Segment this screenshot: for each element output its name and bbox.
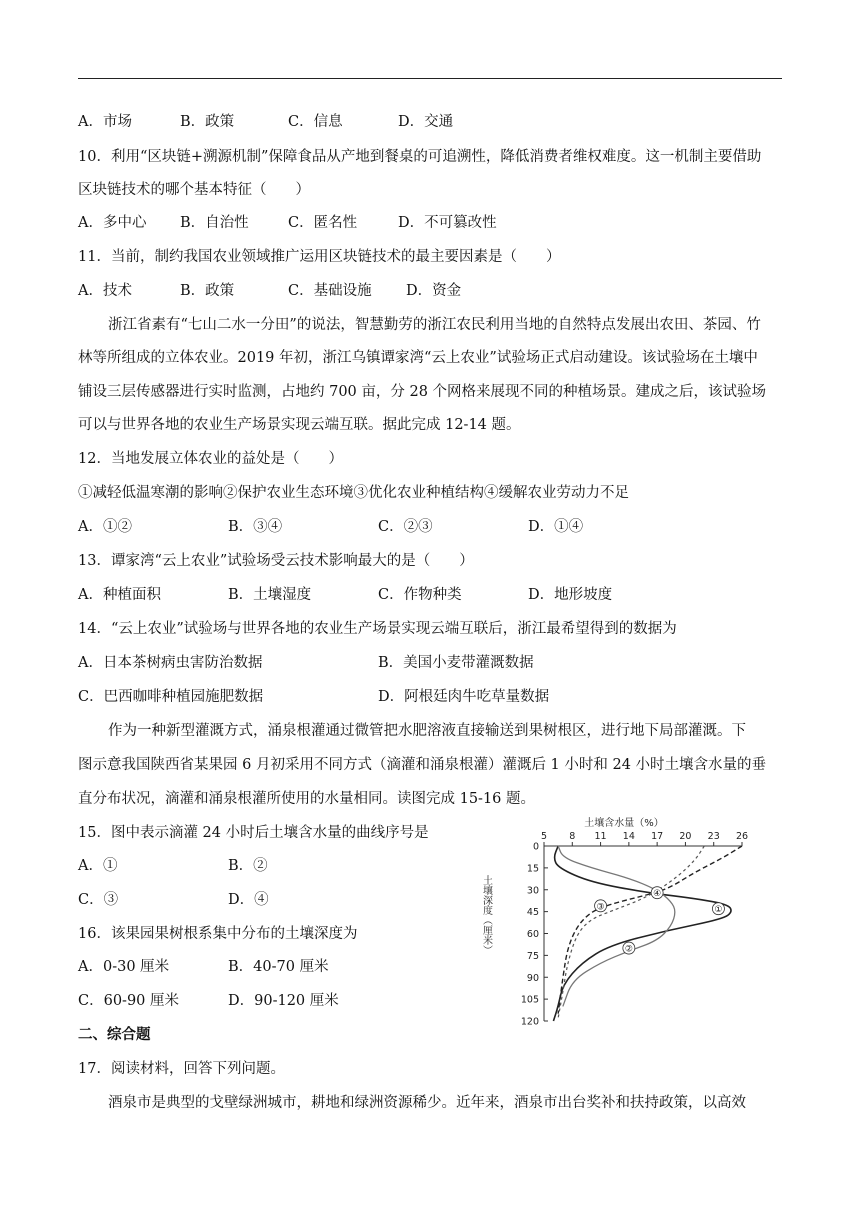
soil-moisture-chart — [474, 815, 754, 1030]
q11-option-d: D．资金 — [406, 283, 462, 299]
header-rule — [78, 78, 782, 79]
q10-stem-line1: 10．利用“区块链+溯源机制”保障食品从产地到餐桌的可追溯性，降低消费者维权难度。这一机制主要借助 — [78, 149, 762, 165]
y-tick-label: 60 — [526, 929, 539, 940]
passage2-line1: 作为一种新型灌溉方式，涌泉根灌通过微管把水肥溶液直接输送到果树根区，进行地下局部灌溉。下 — [108, 723, 746, 739]
q16-stem: 16．该果园果树根系集中分布的土壤深度为 — [78, 926, 358, 942]
q14-stem: 14．“云上农业”试验场与世界各地的农业生产场景实现云端互联后，浙江最希望得到的数据为 — [78, 621, 677, 637]
q16-option-d: D．90-120 厘米 — [228, 993, 339, 1009]
series-line-1 — [553, 846, 731, 1021]
x-tick-label: 20 — [679, 831, 692, 842]
q10-stem-line2: 区块链技术的哪个基本特征（ ） — [78, 182, 310, 198]
q9-option-d: D．交通 — [398, 114, 454, 130]
y-tick-label: 30 — [526, 885, 539, 897]
q13-stem: 13．谭家湾“云上农业”试验场受云技术影响最大的是（ ） — [78, 553, 474, 569]
q16-option-c: C．60-90 厘米 — [78, 993, 180, 1009]
q15-option-d: D．④ — [228, 892, 269, 908]
q9-option-b: B．政策 — [180, 114, 235, 130]
series-label-1: ① — [714, 905, 723, 916]
chart-series-group — [553, 846, 742, 1021]
q15-option-c: C．③ — [78, 892, 119, 908]
chart-title: 土壤含水量（%） — [584, 818, 664, 829]
q11-option-c: C．基础设施 — [288, 283, 372, 299]
q12-stem: 12．当地发展立体农业的益处是（ ） — [78, 451, 343, 467]
q16-option-b: B．40-70 厘米 — [228, 959, 329, 975]
q10-option-a: A．多中心 — [78, 215, 147, 231]
y-tick-label: 75 — [526, 950, 539, 962]
q11-option-a: A．技术 — [78, 283, 132, 299]
q17-passage: 酒泉市是典型的戈壁绿洲城市，耕地和绿洲资源稀少。近年来，酒泉市出台奖补和扶持政策，以高效 — [108, 1095, 746, 1111]
x-tick-label: 11 — [594, 831, 607, 842]
q14-option-b: B．美国小麦带灌溉数据 — [378, 655, 534, 671]
y-tick-label: 105 — [520, 994, 539, 1006]
x-tick-label: 17 — [651, 831, 664, 842]
x-tick-label: 5 — [540, 831, 548, 842]
x-tick-label: 26 — [735, 831, 749, 842]
series-line-2 — [558, 846, 675, 1006]
series-line-4 — [558, 846, 704, 1018]
y-tick-label: 90 — [526, 972, 539, 984]
x-tick-label: 23 — [707, 831, 720, 842]
q12-option-a: A．①② — [78, 519, 132, 535]
y-tick-label: 15 — [526, 863, 539, 875]
q11-stem: 11．当前，制约我国农业领域推广运用区块链技术的最主要因素是（ ） — [78, 249, 561, 265]
y-tick-label: 120 — [520, 1016, 539, 1028]
passage1-line1: 浙江省素有“七山二水一分田”的说法，智慧勤劳的浙江农民利用当地的自然特点发展出农田、茶园、竹 — [108, 317, 761, 333]
q14-option-d: D．阿根廷肉牛吃草量数据 — [378, 689, 550, 705]
q12-option-b: B．③④ — [228, 519, 283, 535]
passage2-line2: 图示意我国陕西省某果园 6 月初采用不同方式（滴灌和涌泉根灌）灌溉后 1 小时和 24 小时土壤含水量的垂 — [78, 757, 767, 773]
chart-ylabel: 土壤深度（厘米） — [480, 875, 492, 955]
q9-option-c: C．信息 — [288, 114, 343, 130]
q10-option-d: D．不可篡改性 — [398, 215, 497, 231]
y-tick-label: 45 — [526, 907, 539, 919]
q12-option-d: D．①④ — [528, 519, 584, 535]
q13-option-d: D．地形坡度 — [528, 587, 613, 603]
series-label-2: ② — [624, 944, 633, 955]
series-line-3 — [558, 846, 742, 1014]
q12-items: ①减轻低温寒潮的影响②保护农业生态环境③优化农业种植结构④缓解农业劳动力不足 — [78, 485, 629, 501]
q9-option-a: A．市场 — [78, 114, 132, 130]
q13-option-b: B．土壤湿度 — [228, 587, 312, 603]
series-label-3: ③ — [596, 902, 605, 913]
q14-option-c: C．巴西咖啡种植园施肥数据 — [78, 689, 264, 705]
q10-option-b: B．自治性 — [180, 215, 249, 231]
chart-labels-group — [595, 887, 725, 955]
q15-option-a: A．① — [78, 858, 118, 874]
passage1-line3: 铺设三层传感器进行实时监测，占地约 700 亩，分 28 个网格来展现不同的种植场景。建成之后，该试验场 — [78, 384, 767, 400]
q12-option-c: C．②③ — [378, 519, 433, 535]
q10-option-c: C．匿名性 — [288, 215, 358, 231]
passage2-line3: 直分布状况，滴灌和涌泉根灌所使用的水量相同。读图完成 15-16 题。 — [78, 791, 536, 807]
q15-option-b: B．② — [228, 858, 268, 874]
q13-option-c: C．作物种类 — [378, 587, 462, 603]
q11-option-b: B．政策 — [180, 283, 235, 299]
passage1-line4: 可以与世界各地的农业生产场景实现云端互联。据此完成 12-14 题。 — [78, 417, 521, 433]
q16-option-a: A．0-30 厘米 — [78, 959, 170, 975]
passage1-line2: 林等所组成的立体农业。2019 年初，浙江乌镇谭家湾“云上农业”试验场正式启动建设。该试验场在土壤中 — [78, 350, 758, 366]
q13-option-a: A．种植面积 — [78, 587, 161, 603]
x-tick-label: 14 — [622, 831, 635, 842]
q14-option-a: A．日本茶树病虫害防治数据 — [78, 655, 263, 671]
section-title: 二、综合题 — [78, 1026, 151, 1043]
q17-stem: 17．阅读材料，回答下列问题。 — [78, 1061, 285, 1077]
y-tick-label: 0 — [532, 841, 539, 853]
q15-stem: 15．图中表示滴灌 24 小时后土壤含水量的曲线序号是 — [78, 825, 429, 841]
x-tick-label: 8 — [569, 831, 576, 842]
series-label-4: ④ — [653, 889, 662, 900]
